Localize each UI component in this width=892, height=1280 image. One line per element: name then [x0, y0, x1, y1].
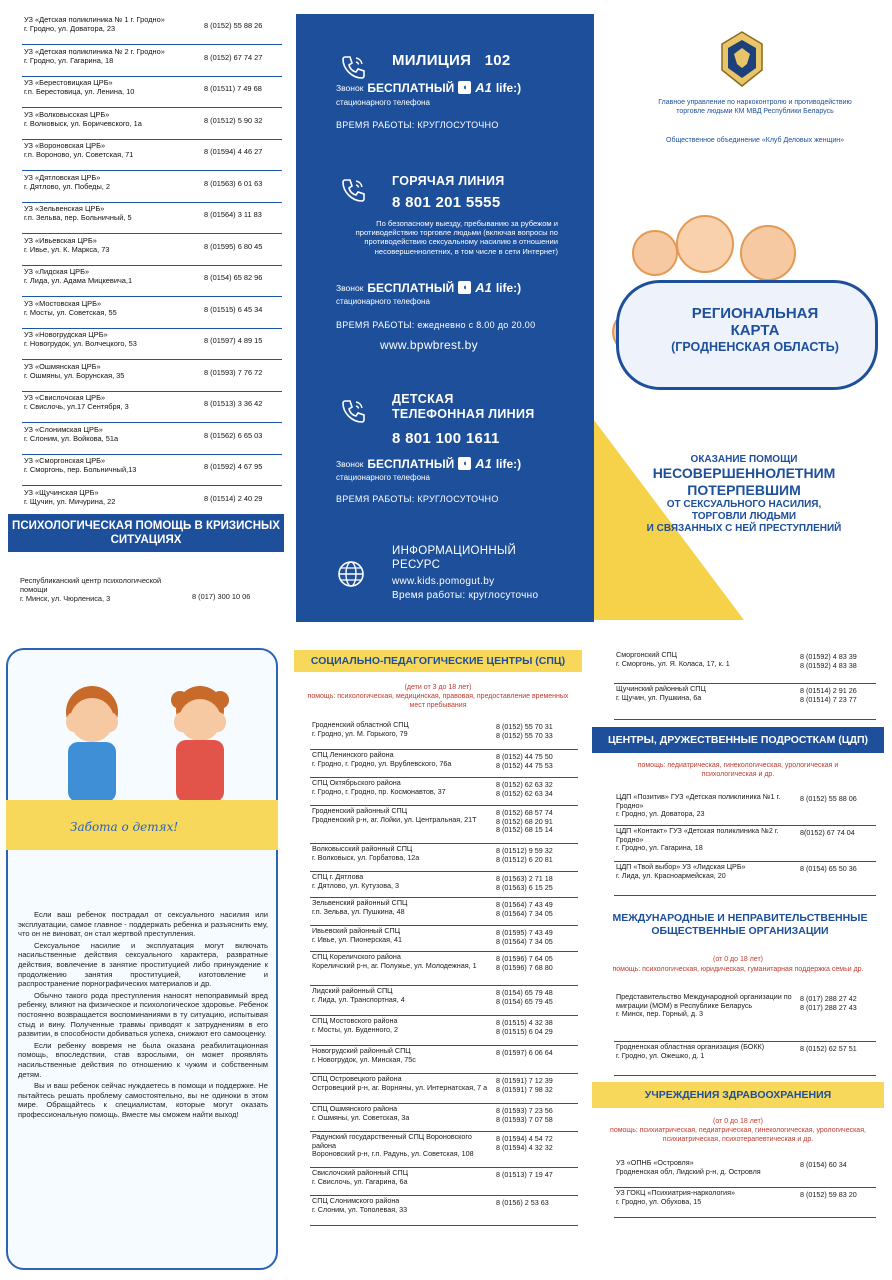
spc-name: Зельвенский районный СПЦ г.п. Зельва, ул. Пушкина, 48: [312, 898, 408, 916]
health-header: УЧРЕЖДЕНИЯ ЗДРАВООХРАНЕНИЯ: [592, 1082, 884, 1108]
clinic-phone: 8 (01514) 2 40 29: [204, 493, 263, 503]
spc-row: [310, 952, 578, 986]
health-age: (от 0 до 18 лет): [713, 1118, 763, 1125]
spc-name: Гродненский районный СПЦ Гродненский р-н, аг. Лойки, ул. Центральная, 21Т: [312, 806, 477, 824]
spc-phone: 8 (01596) 7 64 05 8 (01596) 7 68 80: [496, 954, 553, 972]
clinic-phone: 8 (0152) 67 74 27: [204, 52, 263, 62]
org-name-club: Общественное объединение «Клуб Деловых женщин»: [666, 137, 844, 144]
phone-icon: [340, 177, 366, 203]
spc-name: Гродненский областной СПЦ г. Гродно, ул. М. Горького, 79: [312, 720, 409, 738]
spc-name: Сморгонский СПЦ г. Сморгонь, ул. Я. Коласа, 17, к. 1: [616, 650, 730, 668]
free-call-line: Звонок БЕСПЛАТНЫЙ ◖ A1 life:): [336, 456, 522, 471]
hotlines-panel: [296, 14, 594, 622]
clinic-name: УЗ «Щучинская ЦРБ» г. Щучин, ул. Мичурина, 22: [24, 487, 116, 506]
child-line-number: 8 801 100 1611: [392, 430, 500, 447]
spc-row: [310, 986, 578, 1016]
spc-phone: 8 (01564) 7 43 49 8 (01564) 7 34 05: [496, 900, 553, 918]
ngo-help: помощь: психологическая, юридическая, гуманитарная поддержка семьи др.: [612, 966, 864, 973]
clinic-row: [22, 487, 282, 518]
spc-name: СПЦ Слонимского района г. Слоним, ул. Тополевая, 33: [312, 1196, 408, 1214]
clinic-phone: 8 (01597) 4 89 15: [204, 336, 263, 345]
health-phone: 8 (0154) 60 34: [800, 1160, 847, 1169]
spc-phone: 8 (0152) 68 57 74 8 (0152) 68 20 91 8 (0152) 68 15 14: [496, 808, 553, 835]
spc-name: Ивьевский районный СПЦ г. Ивье, ул. Пионерская, 41: [312, 926, 402, 944]
spc-phone: 8 (0152) 55 70 31 8 (0152) 55 70 33: [496, 722, 553, 740]
clinic-row: [22, 77, 282, 108]
cdp-row: [614, 792, 876, 826]
cdp-help: помощь: педиатрическая, гинекологическая, урологическая и психологическая и др.: [637, 762, 839, 778]
ngo-row: [614, 1042, 876, 1076]
phone-icon: [340, 398, 366, 424]
clinic-phone: 8 (0152) 55 88 26: [204, 21, 263, 30]
from-landline: стационарного телефона: [336, 473, 430, 482]
clinic-name: УЗ «Дятловская ЦРБ» г. Дятлово, ул. Победы, 2: [24, 172, 111, 191]
clinic-row: [22, 14, 282, 45]
spc-row: [614, 684, 876, 720]
hotline-label: ГОРЯЧАЯ ЛИНИЯ: [392, 174, 505, 188]
spc-row: [310, 778, 578, 806]
clinic-name: УЗ «Новогрудская ЦРБ» г. Новогрудок, ул. Волчецкого, 53: [24, 330, 137, 348]
clinic-name: УЗ «Детская поликлиника № 1 г. Гродно» г. Гродно, ул. Доватора, 23: [24, 15, 165, 33]
spc-phone: 8 (0154) 65 79 48 8 (0154) 65 79 45: [496, 988, 553, 1006]
globe-icon: [336, 559, 366, 589]
cdp-name: ЦДП «Твой выбор» УЗ «Лидская ЦРБ» г. Лида, ул. Красноармейская, 20: [616, 862, 746, 880]
ngo-phone: 8 (0152) 62 57 51: [800, 1044, 857, 1053]
clinic-row: [22, 455, 282, 486]
cdp-name: ЦДП «Позитив» ГУЗ «Детская поликлиника №1 г. Гродно» г. Гродно, ул. Доватора, 23: [616, 792, 781, 819]
clinic-name: УЗ «Ивьевская ЦРБ» г. Ивье, ул. К. Маркса, 73: [24, 235, 110, 254]
spc-row: [614, 650, 876, 684]
operator-logo-icon: ◖: [458, 457, 471, 470]
psy-help-header: ПСИХОЛОГИЧЕСКАЯ ПОМОЩЬ В КРИЗИСНЫХ СИТУАЦИЯХ: [8, 514, 284, 552]
clinic-phone: 8 (01594) 4 46 27: [204, 147, 263, 156]
spc-phone: 8 (01592) 4 83 39 8 (01592) 4 83 38: [800, 652, 857, 670]
police-label: МИЛИЦИЯ 102: [392, 52, 511, 69]
clinic-name: УЗ «Детская поликлиника № 2 г. Гродно» г. Гродно, ул. Гагарина, 18: [24, 46, 165, 65]
spc-phone: 8 (01594) 4 54 72 8 (01594) 4 32 32: [496, 1134, 553, 1152]
spc-name: СПЦ Октябрьского района г. Гродно, г. Гродно, пр. Космонавтов, 37: [312, 778, 446, 796]
spc-phone: 8 (0156) 2 53 63: [496, 1198, 549, 1207]
free-call-line: Звонок БЕСПЛАТНЫЙ ◖ A1 life:): [336, 80, 522, 95]
health-name: УЗ «ОПНБ «Островля» Гродненская обл, Лидский р-н, д. Островля: [616, 1158, 761, 1176]
clinic-phone: 8 (01563) 6 01 63: [204, 178, 263, 188]
clinic-row: [22, 266, 282, 297]
spc-row: [310, 1196, 578, 1226]
clinic-phone: 8 (01512) 5 90 32: [204, 115, 263, 125]
spc-row: [310, 1168, 578, 1196]
kid-face-icon: [676, 215, 734, 273]
clinic-name: УЗ «Сморгонская ЦРБ» г. Сморгонь, пер. Больничный,13: [24, 456, 137, 474]
spc-name: Лидский районный СПЦ г. Лида, ул. Транспортная, 4: [312, 986, 405, 1004]
spc-row: [310, 1074, 578, 1104]
kid-face-icon: [632, 230, 678, 276]
from-landline: стационарного телефона: [336, 98, 430, 107]
spc-row: [310, 844, 578, 872]
spc-name: Новогрудский районный СПЦ г. Новогрудок, ул. Минская, 75с: [312, 1046, 416, 1064]
spc-row: [310, 1016, 578, 1046]
cdp-row: [614, 826, 876, 862]
spc-row: [310, 750, 578, 778]
clinic-name: УЗ «Свислочская ЦРБ» г. Свислочь, ул.17 Сентября, 3: [24, 393, 129, 411]
clinic-row: [22, 172, 282, 203]
main-title: ОКАЗАНИЕ ПОМОЩИ НЕСОВЕРШЕННОЛЕТНИМ ПОТЕРПЕВШИМ ОТ СЕКСУАЛЬНОГО НАСИЛИЯ, ТОРГОВЛИ ЛЮДЬМИ И СВЯЗАННЫХ С НЕЙ ПРЕСТУПЛЕНИЙ: [646, 454, 842, 534]
hotline-work-time: ВРЕМЯ РАБОТЫ: ежедневно с 8.00 до 20.00: [336, 320, 536, 330]
clinic-row: [22, 109, 282, 140]
spc-name: СПЦ Кореличского района Кореличский р-н, аг. Полужье, ул. Молодежная, 1: [312, 952, 477, 970]
clinic-name: УЗ «Мостовская ЦРБ» г. Мосты, ул. Советская, 55: [24, 298, 117, 317]
cdp-header: ЦЕНТРЫ, ДРУЖЕСТВЕННЫЕ ПОДРОСТКАМ (ЦДП): [592, 727, 884, 753]
clinic-phone: 8 (0154) 65 82 96: [204, 273, 263, 282]
spc-row: [310, 872, 578, 898]
hotline-desc: По безопасному выезду, пребыванию за рубежом и противодействию торговле людьми (включая вопросы по противодействию сексуальному насилию в отношении несовершеннолетних, в том числе в сети Интернет): [355, 219, 558, 256]
care-text: Если ваш ребенок пострадал от сексуального насилия или эксплуатации, самое главное - поддержать ребенка и разъяснить ему, что он не виноват, он стал жертвой преступления. Сексуальное насилие и эксплуатация могут включать насильственные действия сексуального характера, развратные действия, вовлечение в занятие проституцией либо принуждение к продолжению занятия проституцией, изготовление и распространение порнографических материалов и др. Обычно такого рода преступления наносят непоправимый вред ребенку, влияют на физическое и психологическое здоровье. Ребенок постоянно возвращается воспоминаниями в ту ситуацию, испытывая стыд и вину. Полученные травмы приводят к затруднениям в его развитии, в способности добиваться успеха, снижают его самооценку. Если ребенку вовремя не была оказана реабилитационная помощь, впоследствии, став взрослыми, он может проявлять насильственные действия по отношению к чужим и собственным детям. Вы и ваш ребенок сейчас нуждаетесь в помощи и поддержке. Не пытайтесь решать проблему самостоятельно, вы не одиноки в этом мире. Обращайтесь к специалистам, которые могут оказать профессиональную помощь. Вместе мы сможем найти выход!: [18, 910, 268, 1119]
clinic-phone: 8 (01511) 7 49 68: [204, 84, 262, 93]
clinic-phone: 8 (01515) 6 45 34: [204, 304, 263, 314]
ngo-row: [614, 992, 876, 1042]
police-work-time: ВРЕМЯ РАБОТЫ: КРУГЛОСУТОЧНО: [336, 120, 499, 130]
spc-phone: 8 (01593) 7 23 56 8 (01593) 7 07 58: [496, 1106, 553, 1124]
clinic-phone: 8 (01562) 6 65 03: [204, 430, 263, 440]
mvd-emblem-icon: [718, 30, 766, 88]
spc-phone: 8 (01595) 7 43 49 8 (01564) 7 34 05: [496, 928, 553, 946]
spc-row: [310, 926, 578, 952]
clinic-row: [22, 424, 282, 455]
org-name-mvd: Главное управление по наркоконтролю и противодействию торговле людьми КМ МВД Республики Беларусь: [658, 99, 852, 115]
spc-phone: 8 (01512) 9 59 32 8 (01512) 6 20 81: [496, 846, 553, 864]
psy-center-phone: 8 (017) 300 10 06: [192, 592, 251, 601]
operator-logo-icon: ◖: [458, 281, 471, 294]
spc-name: СПЦ Ленинского района г. Гродно, г. Гродно, ул. Врублевского, 76а: [312, 750, 452, 768]
phone-icon: [340, 54, 366, 80]
clinic-name: УЗ «Вороновская ЦРБ» г.п. Вороново, ул. Советская, 71: [24, 141, 134, 159]
top-sheet: [0, 0, 892, 627]
ngo-age: (от 0 до 18 лет): [713, 956, 763, 963]
kids-link[interactable]: www.kids.pomogut.by: [392, 576, 495, 587]
clinic-phone: 8 (01595) 6 80 45: [204, 241, 263, 251]
spc-age: (дети от 3 до 18 лет): [404, 684, 472, 691]
clinic-row: [22, 46, 282, 77]
clinic-phone: 8 (01564) 3 11 83: [204, 210, 262, 219]
spc-phone: 8 (01563) 2 71 18 8 (01563) 6 15 25: [496, 874, 553, 892]
operator-logo-icon: ◖: [458, 81, 471, 94]
spc-name: Волковысский районный СПЦ г. Волковыск, ул. Горбатова, 12а: [312, 844, 420, 862]
clinic-row: [22, 329, 282, 360]
spc-row: [310, 720, 578, 750]
clinic-phone: 8 (01593) 7 76 72: [204, 367, 263, 377]
ngo-phone: 8 (017) 288 27 42 8 (017) 288 27 43: [800, 994, 857, 1012]
clinic-name: УЗ «Слонимская ЦРБ» г. Слоним, ул. Войкова, 51а: [24, 424, 119, 443]
kid-face-icon: [740, 225, 796, 281]
psy-center-row: [20, 576, 270, 612]
spc-row: [310, 898, 578, 926]
health-help: помощь: психиатрическая, педиатрическая, гинекологическая, урологическая, психиатрическая, психотерапевтическая и др.: [610, 1127, 866, 1143]
clinic-phone: 8 (01592) 4 67 95: [204, 462, 263, 471]
spc-name: СПЦ Ошмянского района г. Ошмяны, ул. Советская, 3а: [312, 1104, 410, 1122]
ngo-name: Гродненская областная организация (БОКК) г. Гродно, ул. Ожешко, д. 1: [616, 1042, 765, 1060]
health-phone: 8 (0152) 59 83 20: [800, 1190, 857, 1199]
spc-phone: 8 (0152) 44 75 50 8 (0152) 44 75 53: [496, 752, 553, 770]
health-row: [614, 1158, 876, 1188]
spc-phone: 8 (01597) 6 06 64: [496, 1048, 553, 1057]
free-call-line: Звонок БЕСПЛАТНЫЙ ◖ A1 life:): [336, 280, 522, 295]
clinic-row: [22, 298, 282, 329]
clinic-name: УЗ «Лидская ЦРБ» г. Лида, ул. Адама Мицкевича,1: [24, 267, 133, 285]
spc-name: СПЦ Мостовского района г. Мосты, ул. Буденного, 2: [312, 1016, 398, 1034]
ngo-header: МЕЖДУНАРОДНЫЕ И НЕПРАВИТЕЛЬСТВЕННЫЕ ОБЩЕСТВЕННЫЕ ОРГАНИЗАЦИИ: [612, 912, 868, 937]
clinic-row: [22, 361, 282, 392]
spc-help: помощь: психологическая, медицинская, правовая, предоставление временных мест пребывания: [307, 693, 569, 709]
cdp-name: ЦДП «Контакт» ГУЗ «Детская поликлиника №2 г. Гродно» г. Гродно, ул. Гагарина, 18: [616, 826, 779, 853]
spc-phone: 8 (01591) 7 12 39 8 (01591) 7 98 32: [496, 1076, 553, 1094]
spc-row: [310, 1104, 578, 1132]
spc-name: СПЦ г. Дятлова г. Дятлово, ул. Кутузова, 3: [312, 872, 399, 890]
from-landline: стационарного телефона: [336, 297, 430, 306]
child-line-work-time: ВРЕМЯ РАБОТЫ: КРУГЛОСУТОЧНО: [336, 494, 499, 504]
spc-phone: 8 (01513) 7 19 47: [496, 1170, 553, 1179]
clinic-row: [22, 235, 282, 266]
psy-center-name: Республиканский центр психологической помощи г. Минск, ул. Чюрлениса, 3: [20, 576, 162, 603]
clinic-name: УЗ «Волковысская ЦРБ» г. Волковыск, ул. Боричевского, 1а: [24, 109, 142, 128]
cdp-phone: 8(0152) 67 74 04: [800, 828, 855, 837]
spc-row: [310, 1046, 578, 1074]
clinic-phone: 8 (01513) 3 36 42: [204, 399, 263, 408]
spc-name: Щучинский районный СПЦ г. Щучин, ул. Пушкина, 6а: [616, 684, 706, 702]
clinic-row: [22, 140, 282, 171]
care-title: Забота о детях!: [70, 820, 179, 834]
health-name: УЗ ГОКЦ «Психиатрия-наркология» г. Гродно, ул. Обухова, 15: [616, 1188, 735, 1206]
spc-row: [310, 806, 578, 844]
spc-header: СОЦИАЛЬНО-ПЕДАГОГИЧЕСКИЕ ЦЕНТРЫ (СПЦ): [294, 650, 582, 672]
spc-name: СПЦ Островецкого района Островецкий р-н, аг. Ворняны, ул. Интернатская, 7 а: [312, 1074, 488, 1092]
clinic-row: [22, 203, 282, 234]
hotline-number: 8 801 201 5555: [392, 194, 501, 211]
info-work-time: Время работы: круглосуточно: [392, 590, 539, 601]
spc-name: Свислочский районный СПЦ г. Свислочь, ул. Гагарина, 6а: [312, 1168, 409, 1186]
cdp-phone: 8 (0152) 55 88 06: [800, 794, 857, 803]
cdp-phone: 8 (0154) 65 50 36: [800, 864, 857, 873]
map-title: РЕГИОНАЛЬНАЯ КАРТА (ГРОДНЕНСКАЯ ОБЛАСТЬ): [671, 305, 839, 354]
clinic-name: УЗ «Ошмянская ЦРБ» г. Ошмяны, ул. Борунская, 35: [24, 361, 125, 380]
info-resource-label: ИНФОРМАЦИОННЫЙ РЕСУРС: [392, 545, 517, 571]
spc-name: Радунский государственный СПЦ Вороновского района Вороновский р-н, г.п. Радунь, ул. Советская, 108: [312, 1132, 474, 1159]
bpw-link[interactable]: www.bpwbrest.by: [380, 338, 478, 352]
spc-phone: 8 (01514) 2 91 26 8 (01514) 7 23 77: [800, 686, 857, 704]
spc-phone: 8 (0152) 62 63 32 8 (0152) 62 63 34: [496, 780, 553, 798]
clinic-row: [22, 392, 282, 423]
clinic-name: УЗ «Берестовицкая ЦРБ» г.п. Берестовица, ул. Ленина, 10: [24, 78, 135, 96]
ngo-name: Представительство Международной организации по миграции (МОМ) в Республике Беларусь г. Минск, пер. Горный, д. 3: [616, 992, 792, 1019]
clinic-name: УЗ «Зельвенская ЦРБ» г.п. Зельва, пер. Больничный, 5: [24, 204, 132, 222]
health-row: [614, 1188, 876, 1218]
sad-kids-illustration-icon: [30, 670, 260, 810]
spc-row: [310, 1132, 578, 1168]
spc-phone: 8 (01515) 4 32 38 8 (01515) 6 04 29: [496, 1018, 553, 1036]
child-line-label: ДЕТСКАЯ ТЕЛЕФОННАЯ ЛИНИЯ: [392, 392, 535, 421]
cdp-row: [614, 862, 876, 896]
